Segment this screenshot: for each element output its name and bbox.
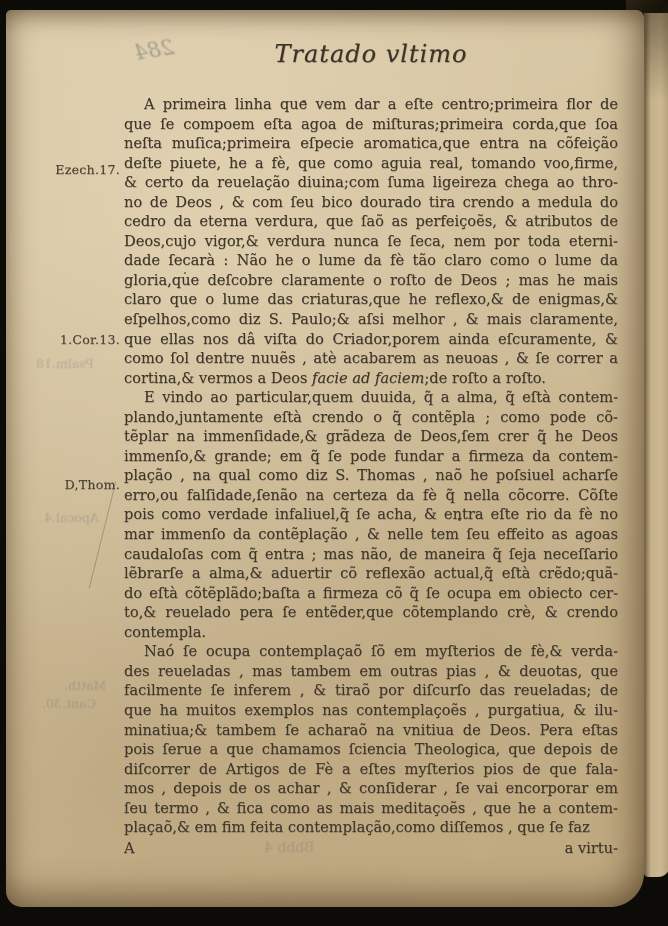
body-line: que ha muitos exemplos nas contemplaçoẽs , purgatiua, & ilu-	[124, 701, 618, 719]
body-line: cedro da eterna verdura, que ſaõ as perfeiçoẽs, & atributos de	[124, 213, 618, 231]
marginal-note-ezechiel: Ezech.17.	[55, 162, 120, 177]
text-block	[124, 95, 618, 858]
body-line: minatiua;& tambem ſe acharaõ na vnitiua de Deos. Pera eſtas	[124, 721, 618, 739]
ghost-folio-number: 284	[132, 35, 176, 65]
bleed-through-note: Matth.	[64, 678, 107, 693]
body-line: no de Deos , & com ſeu bico dourado tira crendo a medula do	[124, 193, 618, 211]
body-line: ſeu termo , & fica como as mais meditaçoẽs , que he a contem-	[124, 799, 618, 817]
body-line: & certo da reuelação diuina;com ſuma ligeireza chega ao thro-	[124, 174, 618, 192]
book-page	[6, 10, 644, 907]
body-line: do eſtà cõtẽplãdo;baſta a firmeza cõ q̃ ſe ocupa em obiecto cer-	[124, 584, 618, 602]
body-line: to,& reuelado pera ſe entẽder,que cõtemplando crè, & crendo	[124, 604, 618, 622]
marginal-note-thomas: D,Thom.	[64, 477, 120, 492]
signature-mark: A	[124, 839, 135, 857]
body-line: plando,juntamente eſtà crendo o q̃ contẽpla ; como pode cõ-	[124, 408, 618, 426]
body-line: facilmente ſe inferem , & tiraõ por diſcurſo das reueladas; de	[124, 682, 618, 700]
body-line: des reueladas , mas tambem em outras pias , & deuotas, que	[124, 662, 618, 680]
body-line: dade ſecarà : Não he o lume da fè tão claro como o lume da	[124, 252, 618, 270]
bleed-through-note: Apocal.4.	[40, 510, 99, 525]
body-line: pois ſerue a que chamamos ſciencia Theologica, que depois de	[124, 741, 618, 759]
body-line: claro que o lume das criaturas,que he reflexo,& de enigmas,&	[124, 291, 618, 309]
body-line: plaçaõ,& em fim feita contemplação,como diſſemos , que ſe faz	[124, 819, 590, 837]
bleed-through-note: Psalm.18	[36, 356, 94, 371]
body-line: que ſe compoem eſta agoa de miſturas;primeira corda,que ſoa	[124, 115, 618, 133]
body-line: pois como verdade infaliuel,q̃ ſe acha, & entra eſte rio da fè no	[124, 506, 618, 524]
body-line: plação , na qual como diz S. Thomas , naõ he poſsiuel acharſe	[124, 467, 618, 485]
body-line: mar immenſo da contẽplação , & nelle tem ſeu effeito as agoas	[124, 526, 618, 544]
body-line: Naó ſe ocupa contemplaçaõ ſõ em myſterios de fè,& verda-	[144, 643, 618, 661]
page-fore-edge	[644, 13, 668, 877]
body-line: Deos,cujo vigor,& verdura nunca ſe ſeca, nem por toda eterni-	[124, 232, 618, 250]
catchword: a virtu-	[564, 839, 618, 857]
signature-catchword-row	[124, 839, 618, 858]
body-line: tẽplar na immenſidade,& grãdeza de Deos,ſem crer q̃ he Deos	[124, 428, 618, 446]
body-line: lẽbrarſe a alma,& aduertir cõ reflexão actual,q̃ eſtà crẽdo;quã-	[124, 565, 618, 583]
body-line: A primeira linha que vem dar a eſte centro;primeira flor de	[144, 96, 618, 113]
body-line: gloria,que deſcobre claramente o roſto de Deos ; mas he mais	[124, 271, 618, 289]
body-line: como ſol dentre nuuẽs , atè acabarem as neuoas , & ſe correr a	[124, 350, 618, 368]
ghost-signature-mark: Bbbb 4	[264, 840, 315, 856]
latin-pre: cortina,& vermos a Deos	[124, 369, 313, 387]
marginal-note-corinthians: 1.Cor.13.	[59, 332, 120, 347]
body-line: erro,ou falſidade,ſenão na certeza da fè q̃ nella cõcorre. Cõſte	[124, 486, 618, 504]
bleed-through-note: Cant.30.	[42, 696, 96, 711]
body-line: caudaloſas com q̃ entra ; mas não, de maneira q̃ ſeja neceſſario	[124, 545, 618, 563]
paper-crease	[89, 482, 117, 589]
body-line: diſcorrer de Artigos de Fè a eſtes myſterios pios de que fala-	[124, 760, 618, 778]
body-line-with-latin	[124, 369, 618, 389]
body-line: E vindo ao particular,quem duuida, q̃ a alma, q̃ eſtà contem-	[144, 389, 618, 407]
body-line: deſte piuete, he a fè, que como aguia real, tomando voo,firme,	[124, 154, 618, 172]
body-line: contempla.	[124, 623, 207, 641]
latin-phrase: facie ad faciem	[312, 369, 425, 387]
running-title: Tratado vltimo	[274, 40, 468, 68]
body-line: que ellas nos dâ viſta do Criador,porem ainda eſcuramente, &	[124, 330, 618, 348]
body-line: mos , depois de os achar , & conſiderar , ſe vai encorporar em	[124, 780, 618, 798]
body-line: neſta muſica;primeira eſpecie aromatica,que entra na cõfeição	[124, 135, 618, 153]
body-line: eſpelhos,como diz S. Paulo;& aſsi melhor , & mais claramente,	[124, 311, 618, 329]
latin-post: ;de roſto a roſto.	[424, 369, 546, 387]
body-line: immenſo,& grande; em q̃ ſe pode fundar a firmeza da contem-	[124, 447, 618, 465]
